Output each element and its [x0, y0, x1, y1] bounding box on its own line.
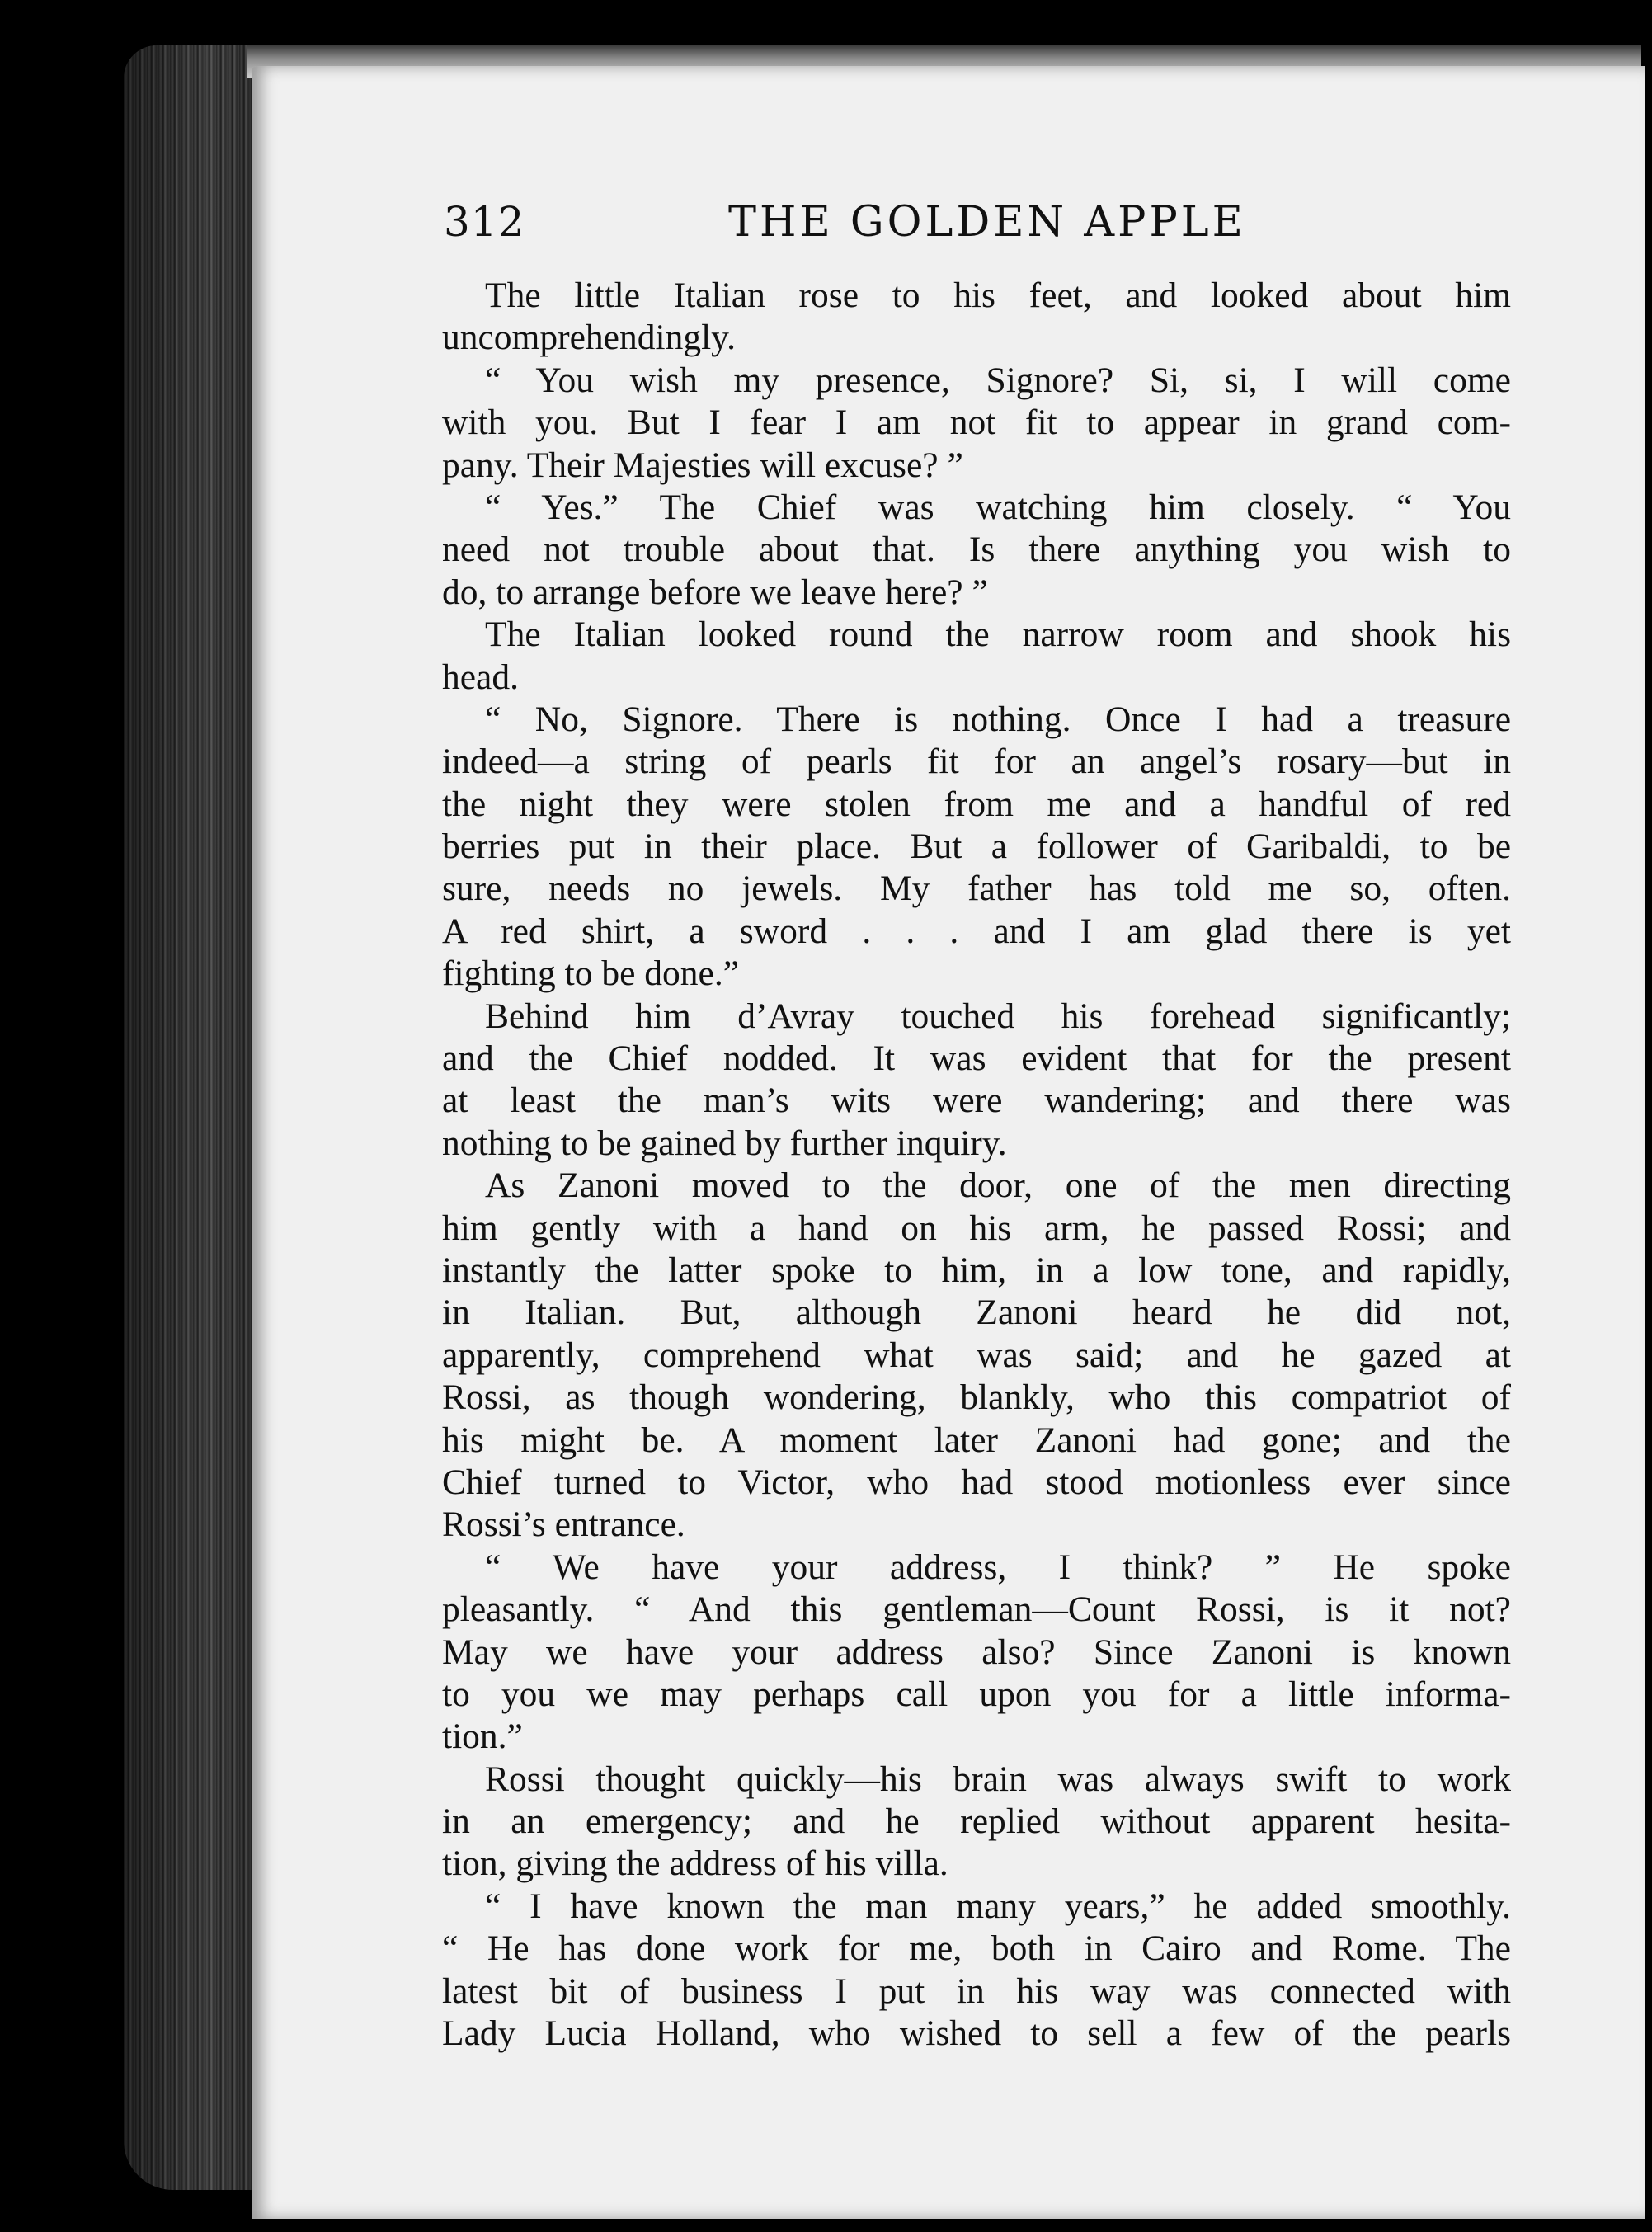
- text-line: Lady Lucia Holland, who wished to sell a few of the pearls: [442, 2013, 1511, 2054]
- text-line: The little Italian rose to his feet, and looked about him: [485, 275, 1511, 315]
- text-line: As Zanoni moved to the door, one of the men directing: [485, 1165, 1511, 1206]
- text-line: Rossi thought quickly—his brain was always swift to work: [485, 1759, 1511, 1799]
- text-line: the night they were stolen from me and a handful of red: [442, 784, 1511, 824]
- text-line: latest bit of business I put in his way was connected with: [442, 1971, 1511, 2011]
- text-line: in an emergency; and he replied without apparent hesita-: [442, 1801, 1511, 1842]
- text-line: with you. But I fear I am not fit to appear in grand com-: [442, 403, 1511, 443]
- text-line: pleasantly. “ And this gentleman—Count Rossi, is it not?: [442, 1589, 1511, 1630]
- text-line: him gently with a hand on his arm, he passed Rossi; and: [442, 1208, 1511, 1248]
- text-line: nothing to be gained by further inquiry.: [442, 1123, 1007, 1163]
- page-number: 312: [444, 198, 525, 246]
- text-line: berries put in their place. But a follower of Garibaldi, to be: [442, 826, 1511, 867]
- text-line: and the Chief nodded. It was evident that for the present: [442, 1038, 1511, 1079]
- text-line: A red shirt, a sword . . . and I am glad there is yet: [442, 911, 1511, 951]
- text-line: indeed—a string of pearls fit for an angel’s rosary—but in: [442, 742, 1511, 782]
- running-title: THE GOLDEN APPLE: [728, 198, 1246, 247]
- text-line: “ You wish my presence, Signore? Si, si, I will come: [485, 360, 1511, 400]
- page-header: [444, 198, 1516, 256]
- body-text: [442, 275, 1511, 2055]
- text-line: tion.”: [442, 1716, 523, 1757]
- text-line: in Italian. But, although Zanoni heard he did not,: [442, 1293, 1511, 1333]
- text-line: uncomprehendingly.: [442, 318, 736, 358]
- text-line: Behind him d’Avray touched his forehead significantly;: [485, 996, 1511, 1036]
- text-line: The Italian looked round the narrow room and shook his: [485, 615, 1511, 655]
- text-line: do, to arrange before we leave here? ”: [442, 572, 988, 612]
- text-line: need not trouble about that. Is there anything you wish to: [442, 530, 1511, 570]
- text-line: apparently, comprehend what was said; and he gazed at: [442, 1335, 1511, 1375]
- text-line: Rossi’s entrance.: [442, 1504, 685, 1545]
- text-line: instantly the latter spoke to him, in a low tone, and rapidly,: [442, 1250, 1511, 1290]
- text-line: Chief turned to Victor, who had stood motionless ever since: [442, 1462, 1511, 1502]
- text-line: at least the man’s wits were wandering; and there was: [442, 1081, 1511, 1121]
- text-line: “ We have your address, I think? ” He spoke: [485, 1547, 1511, 1587]
- text-line: “ Yes.” The Chief was watching him closely. “ You: [485, 487, 1511, 527]
- text-line: head.: [442, 657, 519, 697]
- text-line: tion, giving the address of his villa.: [442, 1844, 948, 1884]
- text-line: “ He has done work for me, both in Cairo and Rome. The: [442, 1928, 1511, 1969]
- text-line: sure, needs no jewels. My father has told me so, often.: [442, 869, 1511, 909]
- text-line: his might be. A moment later Zanoni had gone; and the: [442, 1420, 1511, 1460]
- text-line: fighting to be done.”: [442, 954, 740, 994]
- text-line: Rossi, as though wondering, blankly, who this compatriot of: [442, 1377, 1511, 1418]
- text-line: “ I have known the man many years,” he added smoothly.: [485, 1886, 1511, 1926]
- text-line: to you we may perhaps call upon you for a little informa-: [442, 1674, 1511, 1714]
- page-edge-shadow: [124, 45, 264, 2190]
- text-line: May we have your address also? Since Zanoni is known: [442, 1632, 1511, 1672]
- text-line: “ No, Signore. There is nothing. Once I had a treasure: [485, 699, 1511, 739]
- text-line: pany. Their Majesties will excuse? ”: [442, 445, 963, 485]
